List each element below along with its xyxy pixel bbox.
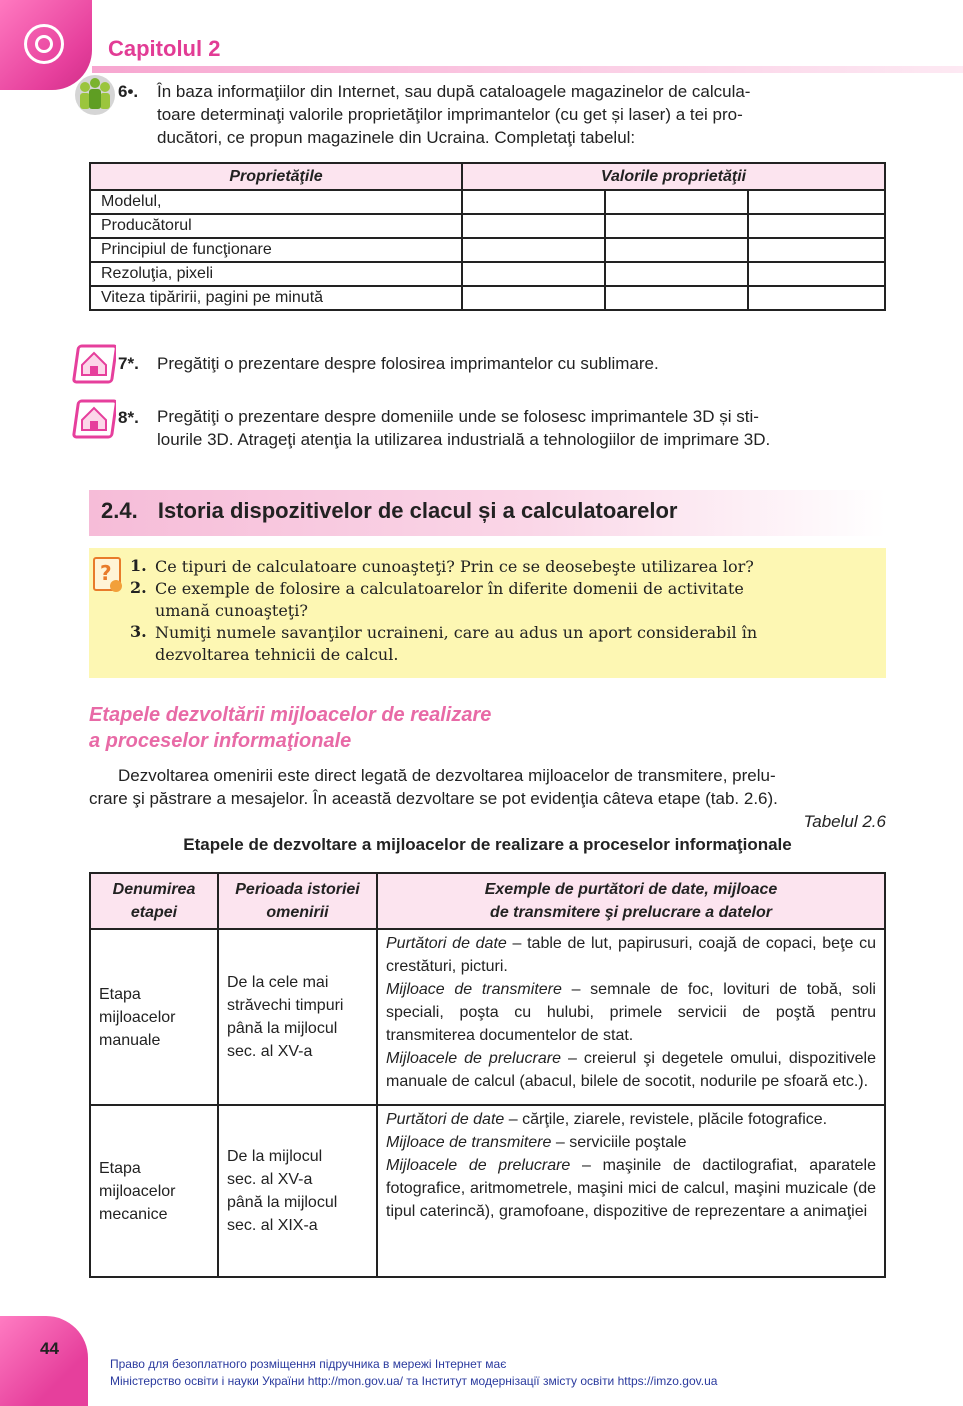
examples-cell xyxy=(377,1105,885,1277)
task-7-text: Pregătiţi o prezentare despre folosirea imprimantelor cu sublimare. xyxy=(157,354,659,373)
example-label: Mijloace de transmitere xyxy=(386,1134,552,1151)
period-line: până la mijlocul xyxy=(227,1020,338,1037)
section-title: Istoria dispozitivelor de clacul și a calculatoarelor xyxy=(157,498,678,523)
table-row: Rezoluţia, pixeli xyxy=(90,262,462,286)
group-work-icon xyxy=(74,74,116,116)
svg-text:?: ? xyxy=(100,561,112,585)
empty-cell[interactable] xyxy=(462,214,605,238)
header-line: etapei xyxy=(130,904,178,921)
target-icon xyxy=(24,24,64,64)
paragraph-line: Dezvoltarea omenirii este direct legată de dezvoltarea mijloacelor de transmitere, prelu- xyxy=(118,766,776,785)
question-number: 1. xyxy=(130,556,147,575)
example-text: – maşinile de dactilografiat, aparatele fotografice, aritmometrele, maşini mici de calcul, maşini muzicale (de tipul caterincă), gramofoane, dispozitive de reprezentare a animaţiei xyxy=(386,1157,876,1220)
table-header: Proprietăţile xyxy=(90,163,462,190)
stage-cell xyxy=(90,1105,218,1277)
home-task-icon xyxy=(72,398,116,440)
stage-line: manuale xyxy=(99,1031,161,1049)
empty-cell[interactable] xyxy=(605,214,748,238)
question-text: dezvoltarea tehnicii de calcul. xyxy=(155,645,399,664)
empty-cell[interactable] xyxy=(605,238,748,262)
example-text: – table de lut, papirusuri, coajă de copaci, beţe cu crestături, picturi. xyxy=(386,935,877,975)
section-number: 2.4. xyxy=(101,498,138,523)
stage-cell xyxy=(90,929,218,1105)
table-row: Viteza tipăririi, pagini pe minută xyxy=(90,286,462,310)
table-header xyxy=(377,873,885,929)
header-line: omenirii xyxy=(266,904,329,921)
header-line: Perioada istoriei xyxy=(235,881,360,898)
period-line: sec. al XV-a xyxy=(227,1171,313,1188)
section-heading xyxy=(101,498,677,524)
task-6-line: ducători, ce propun magazinele din Ucraina. Completaţi tabelul: xyxy=(157,128,636,147)
task-6-line: toare determinaţi valorile proprietăţilor imprimantelor (cu get și laser) a tei pro- xyxy=(157,105,743,124)
question-text: Ce tipuri de calculatoare cunoaşteţi? Prin ce se deosebeşte utilizarea lor? xyxy=(155,557,754,576)
example-text: – creierul şi degetele omului, dispozitivele manuale de calcul (abacul, bilele de socotit, nodurile pe sfoară etc.). xyxy=(386,1050,876,1090)
task-6-number: 6•. xyxy=(118,82,139,101)
empty-cell[interactable] xyxy=(748,262,885,286)
empty-cell[interactable] xyxy=(748,214,885,238)
question-text: Ce exemple de folosire a calculatoarelor în diferite domenii de activitate xyxy=(155,579,744,598)
table-label: Tabelul 2.6 xyxy=(803,812,886,831)
stage-line: Etapa xyxy=(99,1159,141,1177)
header-line: Denumirea xyxy=(112,881,196,898)
task-8-number: 8*. xyxy=(118,408,139,427)
task-7-number: 7*. xyxy=(118,354,139,373)
example-label: Mijloacele de prelucrare xyxy=(386,1157,571,1174)
question-text: umană cunoaşteţi? xyxy=(155,601,308,620)
period-cell xyxy=(218,929,377,1105)
footer-line: Право для безоплатного розміщення підручника в мережі Інтернет має xyxy=(110,1357,507,1371)
question-text: Numiţi numele savanţilor ucraineni, care au adus un aport considerabil în xyxy=(155,623,758,642)
stages-table xyxy=(89,872,886,1278)
table-row: Producătorul xyxy=(90,214,462,238)
question-icon xyxy=(92,556,126,594)
period-line: străvechi timpuri xyxy=(227,997,344,1014)
table-caption: Etapele de dezvoltare a mijloacelor de realizare a proceselor informaţionale xyxy=(183,835,792,854)
stage-line: mecanice xyxy=(99,1205,168,1223)
period-line: sec. al XV-a xyxy=(227,1043,313,1060)
empty-cell[interactable] xyxy=(462,238,605,262)
home-task-icon xyxy=(72,343,116,385)
empty-cell[interactable] xyxy=(462,190,605,214)
table-header xyxy=(218,873,377,929)
example-text: – serviciile poştale xyxy=(551,1134,687,1151)
stage-line: mijloacelor xyxy=(99,1182,176,1200)
question-number: 3. xyxy=(130,622,147,641)
question-number: 2. xyxy=(130,578,147,597)
task-8-line: lourile 3D. Atrageţi atenţia la utilizarea industrială a tehnologiilor de imprimare 3D. xyxy=(157,430,771,449)
task-8-line: Pregătiţi o prezentare despre domeniile unde se folosesc imprimantele 3D și sti- xyxy=(157,407,759,426)
page-corner-tab xyxy=(0,1316,88,1406)
table-row: Principiul de funcţionare xyxy=(90,238,462,262)
examples-cell xyxy=(377,929,885,1105)
empty-cell[interactable] xyxy=(462,262,605,286)
period-line: sec. al XIX-a xyxy=(227,1217,318,1234)
example-label: Mijloace de transmitere xyxy=(386,981,562,998)
period-line: De la mijlocul xyxy=(227,1148,323,1165)
table-row xyxy=(90,929,885,1105)
subsection-title: Etapele dezvoltării mijloacelor de realizare xyxy=(89,704,492,726)
example-text: – semnale de foc, lovituri de tobă, soli speciali, poşta cu hulubi, primele servicii de poştă pentru transmiterea documentelor de stat. xyxy=(386,981,876,1044)
subsection-title: a proceselor informaţionale xyxy=(89,730,352,752)
empty-cell[interactable] xyxy=(748,190,885,214)
empty-cell[interactable] xyxy=(605,190,748,214)
table-row xyxy=(90,1105,885,1277)
empty-cell[interactable] xyxy=(748,286,885,310)
example-label: Mijloacele de prelucrare xyxy=(386,1050,561,1067)
table-row: Modelul, xyxy=(90,190,462,214)
empty-cell[interactable] xyxy=(462,286,605,310)
stage-line: mijloacelor xyxy=(99,1008,176,1026)
example-text: – cărţile, ziarele, revistele, plăcile fotografice. xyxy=(504,1111,828,1128)
header-line: Exemple de purtători de date, mijloace xyxy=(484,881,778,898)
page-number: 44 xyxy=(40,1339,59,1358)
printer-properties-table xyxy=(89,162,886,311)
paragraph-line: crare şi păstrare a mesajelor. În această dezvoltare se pot evidenţia câteva etape (tab. 2.6). xyxy=(89,789,778,808)
header-line: de transmitere şi prelucrare a datelor xyxy=(490,904,772,921)
example-label: Purtători de date xyxy=(386,1111,505,1128)
table-header: Valorile proprietăţii xyxy=(462,163,885,190)
empty-cell[interactable] xyxy=(748,238,885,262)
task-6-line: În baza informaţiilor din Internet, sau după cataloagele magazinelor de calcula- xyxy=(157,82,751,101)
period-line: până la mijlocul xyxy=(227,1194,338,1211)
stage-line: Etapa xyxy=(99,985,141,1003)
header-divider xyxy=(92,66,963,73)
period-line: De la cele mai xyxy=(227,974,329,991)
empty-cell[interactable] xyxy=(605,286,748,310)
empty-cell[interactable] xyxy=(605,262,748,286)
period-cell xyxy=(218,1105,377,1277)
table-header xyxy=(90,873,218,929)
footer-line: Міністерство освіти і науки України http://mon.gov.ua/ та Інститут модернізації змісту освіти https://imzo.gov.ua xyxy=(110,1374,718,1388)
chapter-title: Capitolul 2 xyxy=(108,36,221,61)
example-label: Purtători de date xyxy=(386,935,507,952)
